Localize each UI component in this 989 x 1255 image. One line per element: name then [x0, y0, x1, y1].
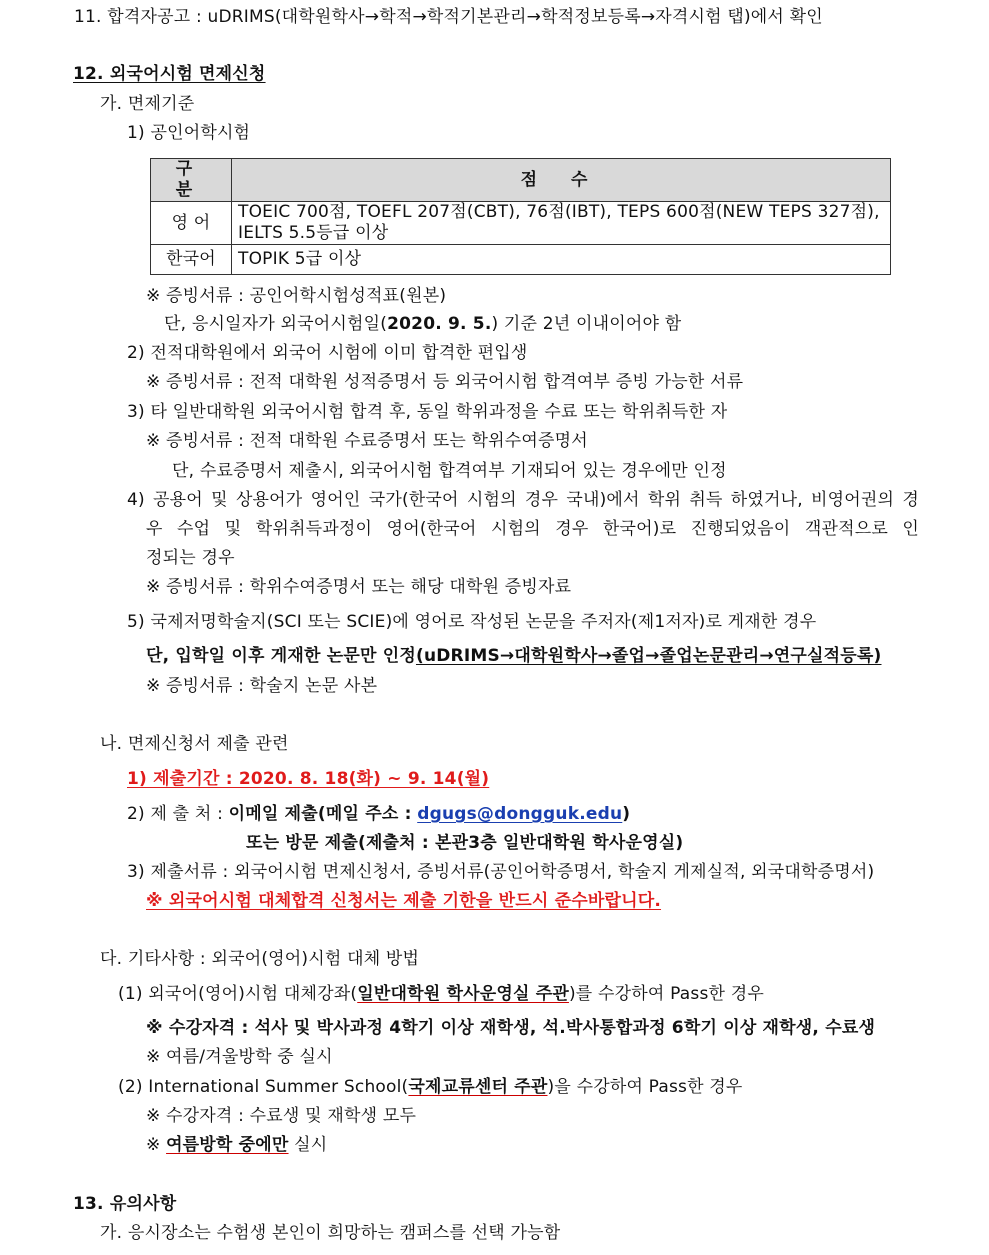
submission-place [127, 803, 630, 825]
submission-email-close: ) [622, 804, 631, 824]
table-cell-english-score [232, 202, 891, 245]
alt-1-text-a: (1) 외국어(영어)시험 대체강좌( [118, 984, 358, 1004]
alt-1-schedule: ※ 여름/겨울방학 중 실시 [146, 1047, 333, 1067]
table-cell-korean: 한국어 [151, 245, 232, 275]
alt-1-heading [118, 983, 764, 1005]
item-3-note: ※ 증빙서류 : 전적 대학원 수료증명서 또는 학위수여증명서 [146, 431, 588, 451]
item-2-note: ※ 증빙서류 : 전적 대학원 성적증명서 등 외국어시험 합격여부 증빙 가능한 서류 [146, 372, 744, 392]
subsection-da-heading: 다. 기타사항 : 외국어(영어)시험 대체 방법 [100, 949, 420, 969]
submission-documents: 3) 제출서류 : 외국어시험 면제신청서, 증빙서류(공인어학증명서, 학술지 게제실적, 외국대학증명서) [127, 862, 875, 882]
item-1-note-condition [164, 313, 681, 335]
exam-date: 2020. 9. 5. [387, 314, 492, 334]
item-1-note: ※ 증빙서류 : 공인어학시험성적표(원본) [146, 286, 447, 306]
item-5-condition-path: (uDRIMS→대학원학사→졸업→졸업논문관리→연구실적등록) [415, 646, 882, 666]
section-13-heading: 13. 유의사항 [73, 1194, 177, 1214]
alt-2-schedule-mark: ※ [146, 1135, 167, 1155]
alt-1-organizer: 일반대학원 학사운영실 주관 [357, 984, 569, 1004]
subsection-ga-heading: 가. 면제기준 [100, 94, 195, 114]
alt-2-eligibility: ※ 수강자격 : 수료생 및 재학생 모두 [146, 1106, 417, 1126]
english-score-line1: TOEIC 700점, TOEFL 207점(CBT), 76점(IBT), TEPS 600점(NEW TEPS 327점), [238, 202, 880, 222]
alt-2-heading [118, 1076, 743, 1098]
english-score-line2: IELTS 5.5등급 이상 [238, 223, 389, 243]
alt-2-schedule-highlight: 여름방학 중에만 [166, 1135, 289, 1155]
submission-visit: 또는 방문 제출(제출처 : 본관3층 일반대학원 학사운영실) [246, 833, 684, 853]
submission-period: 1) 제출기간 : 2020. 8. 18(화) ~ 9. 14(월) [127, 769, 490, 789]
item-5-note: ※ 증빙서류 : 학술지 논문 사본 [146, 676, 378, 696]
submission-email-text: 이메일 제출(메일 주소 : [228, 804, 412, 824]
table-header-category: 구 분 [151, 159, 232, 202]
item-3-note-condition: 단, 수료증명서 제출시, 외국어시험 합격여부 기재되어 있는 경우에만 인정 [172, 461, 727, 481]
condition-text-a: 단, 응시일자가 외국어시험일( [164, 314, 388, 334]
subsection-na-heading: 나. 면제신청서 제출 관련 [100, 734, 289, 754]
item-5-condition-text: 단, 입학일 이후 게재한 논문만 인정 [146, 646, 416, 666]
alt-2-schedule-text: 실시 [288, 1135, 328, 1155]
alt-2-text-c: )을 수강하여 Pass한 경우 [547, 1077, 743, 1097]
alt-1-eligibility: ※ 수강자격 : 석사 및 박사과정 4학기 이상 재학생, 석.박사통합과정 6학기 이상 재학생, 수료생 [146, 1018, 876, 1038]
alt-2-schedule [146, 1134, 327, 1156]
item-4-note: ※ 증빙서류 : 학위수여증명서 또는 해당 대학원 증빙자료 [146, 577, 572, 597]
item-4-line1: 4) 공용어 및 상용어가 영어인 국가(한국어 시험의 경우 국내)에서 학위 취득 하였거나, 비영어권의 경 [127, 490, 919, 510]
score-table [150, 158, 891, 275]
alt-2-text-a: (2) International Summer School( [118, 1077, 409, 1097]
item-4-line2: 우 수업 및 학위취득과정이 영어(한국어 시험의 경우 한국어)로 진행되었음이 객관적으로 인 [146, 519, 919, 539]
alt-1-text-c: )를 수강하여 Pass한 경우 [568, 984, 764, 1004]
condition-text-c: ) 기준 2년 이내이어야 함 [491, 314, 682, 334]
item-1-heading: 1) 공인어학시험 [127, 123, 251, 143]
item-11-announcement: 11. 합격자공고 : uDRIMS(대학원학사→학적→학적기본관리→학적정보등록→자격시험 탭)에서 확인 [74, 7, 823, 27]
submission-warning: ※ 외국어시험 대체합격 신청서는 제출 기한을 반드시 준수바랍니다. [146, 891, 662, 911]
table-cell-korean-score: TOPIK 5급 이상 [232, 245, 891, 275]
submission-place-label: 2) 제 출 처 : [127, 804, 224, 824]
table-cell-english: 영 어 [151, 202, 232, 245]
alt-2-organizer: 국제교류센터 주관 [408, 1077, 548, 1097]
submission-email-link[interactable]: dgugs@dongguk.edu [417, 804, 623, 824]
section-12-heading: 12. 외국어시험 면제신청 [73, 64, 266, 84]
item-4-line3: 정되는 경우 [146, 548, 235, 568]
table-header-score: 점 수 [232, 159, 891, 202]
section-13-item-ga: 가. 응시장소는 수험생 본인이 희망하는 캠퍼스를 선택 가능함 [100, 1223, 561, 1243]
item-3-heading: 3) 타 일반대학원 외국어시험 합격 후, 동일 학위과정을 수료 또는 학위취득한 자 [127, 402, 728, 422]
item-2-heading: 2) 전적대학원에서 외국어 시험에 이미 합격한 편입생 [127, 343, 528, 363]
item-5-heading: 5) 국제저명학술지(SCI 또는 SCIE)에 영어로 작성된 논문을 주저자(제1저자)로 게재한 경우 [127, 612, 817, 632]
item-5-condition [146, 645, 882, 667]
